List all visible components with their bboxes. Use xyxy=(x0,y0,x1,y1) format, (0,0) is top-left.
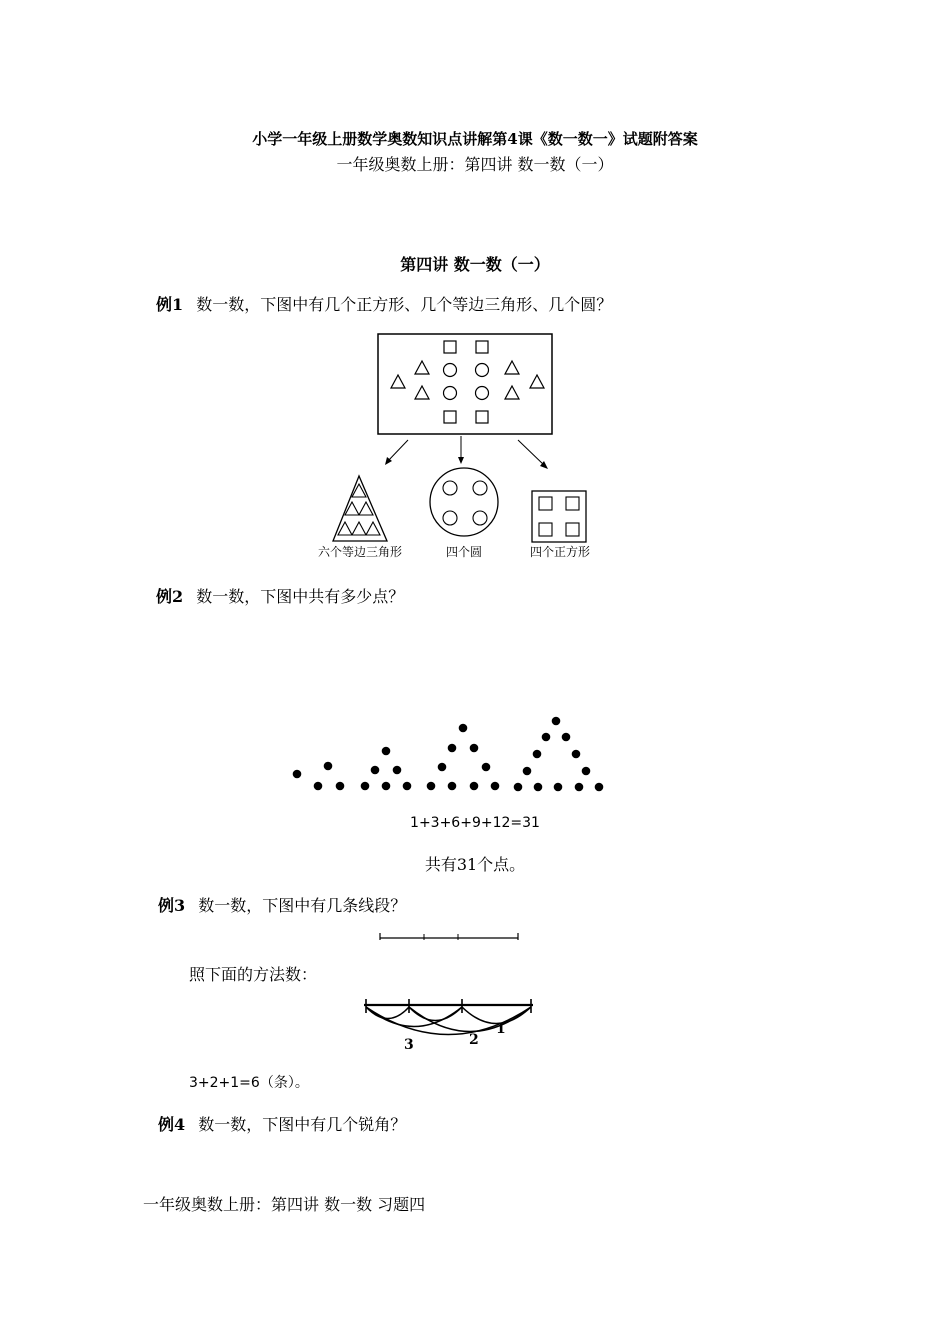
example2-text: 数一数，下图中共有多少点？ xyxy=(196,587,405,606)
example1-text: 数一数，下图中有几个正方形、几个等边三角形、几个圆？ xyxy=(196,295,613,314)
answer-triangles: 六个等边三角形 xyxy=(318,545,403,559)
answer-circles: 四个圆 xyxy=(446,545,483,559)
footer-text: 一年级奥数上册：第四讲 数一数 习题四 xyxy=(143,1195,426,1214)
document-title: 小学一年级上册数学奥数知识点讲解第4课《数一数一》试题附答案 xyxy=(252,130,698,148)
example2-label: 例2 xyxy=(156,587,184,606)
example3-label: 例3 xyxy=(158,896,186,915)
arc-label: 2 xyxy=(469,1032,479,1048)
example2-answer: 共有31个点。 xyxy=(424,855,526,874)
example3-equation: 3+2+1=6（条）。 xyxy=(189,1075,309,1091)
arc-label: 3 xyxy=(404,1037,414,1053)
example3-text: 数一数，下图中有几条线段？ xyxy=(198,896,407,915)
example1-label: 例1 xyxy=(156,295,184,314)
arc xyxy=(366,1007,531,1035)
answer-squares: 四个正方形 xyxy=(530,545,591,559)
arc-label: 1 xyxy=(496,1021,506,1037)
example2-equation: 1+3+6+9+12=31 xyxy=(410,815,540,831)
document-subtitle: 一年级奥数上册：第四讲 数一数（一） xyxy=(336,155,614,174)
lecture-title: 第四讲 数一数（一） xyxy=(400,255,550,274)
example4-question xyxy=(158,1112,406,1135)
example4-text: 数一数，下图中有几个锐角？ xyxy=(198,1115,407,1134)
example4-label: 例4 xyxy=(158,1115,186,1134)
method-label: 照下面的方法数： xyxy=(189,965,318,984)
